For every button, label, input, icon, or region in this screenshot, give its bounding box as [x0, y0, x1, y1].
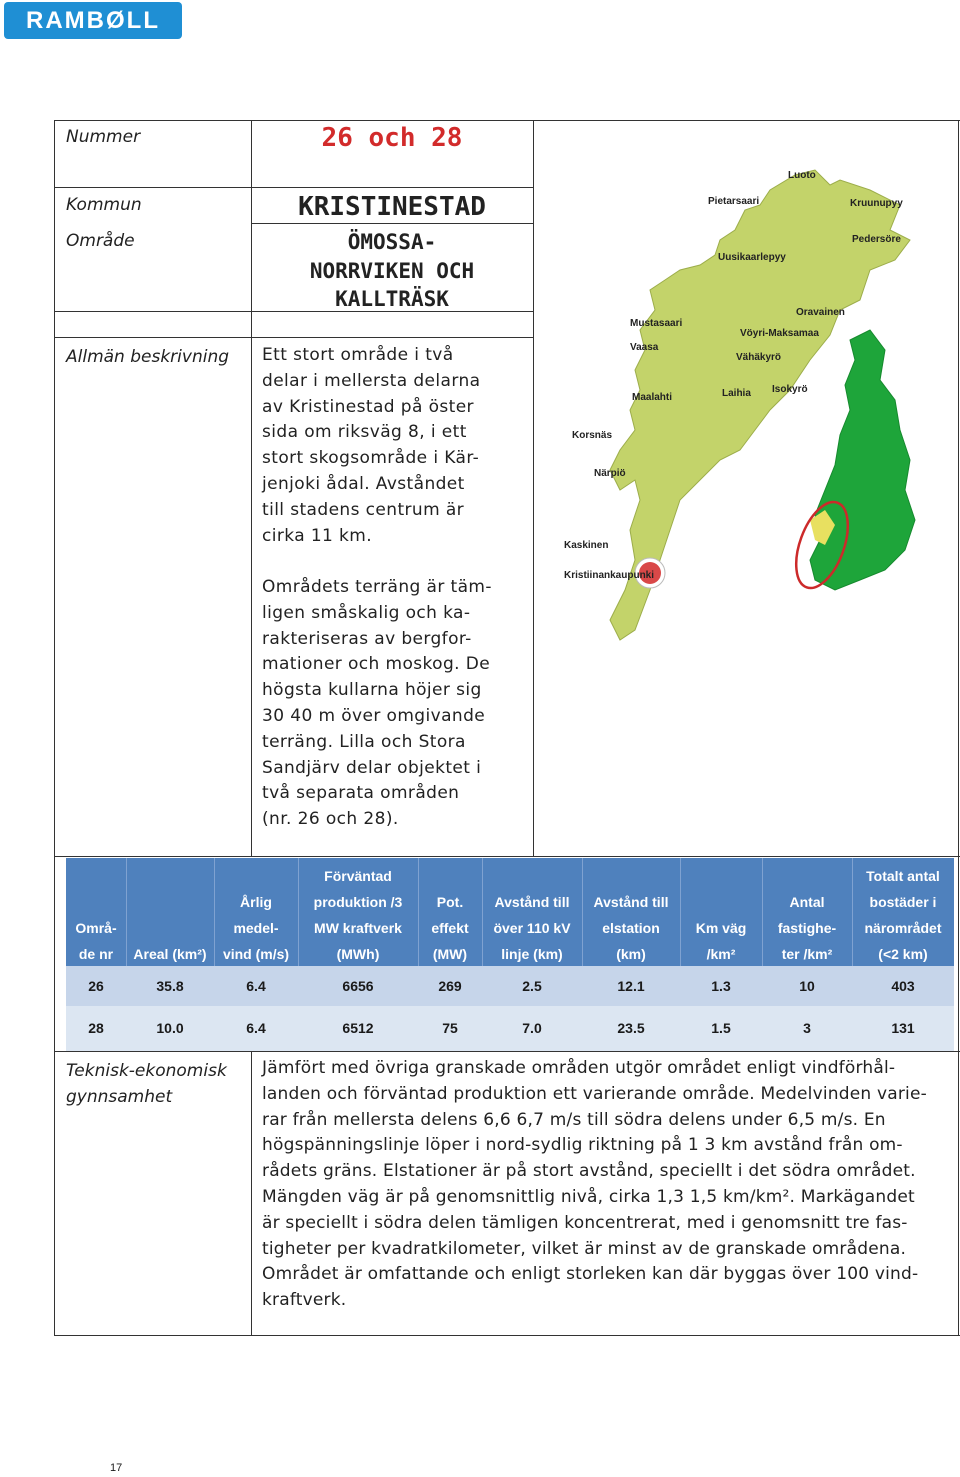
text-line: stort skogsområde i Kär- [262, 448, 480, 469]
omrade-line: KALLTRÄSK [335, 287, 449, 311]
map-place-label: Maalahti [632, 392, 673, 403]
table-cell: 131 [891, 1020, 915, 1036]
table-cell: 23.5 [617, 1020, 645, 1036]
table-cell: 26 [88, 978, 104, 994]
column-separator [126, 858, 127, 966]
text-line: rar från mellersta delens 6,6 6,7 m/s till södra delens under 6,5 m/s. En [262, 1109, 886, 1130]
map-place-label: Isokyrö [772, 384, 808, 395]
table-cell: 2.5 [522, 978, 542, 994]
text-line: Områdets terräng är täm- [262, 577, 492, 597]
frame-bottom [54, 1335, 960, 1336]
label-line: Teknisk-ekonomisk [66, 1061, 227, 1081]
map-place-label: Korsnäs [572, 430, 613, 441]
map-place-label: Kaskinen [564, 540, 609, 551]
table-cell: 1.3 [711, 978, 731, 994]
column-separator [214, 858, 215, 966]
table-header-cell: /km² [706, 946, 736, 962]
column-separator [762, 858, 763, 966]
table-header-cell: Areal (km²) [133, 946, 207, 962]
divider-teknisk-col [251, 1051, 252, 1336]
ramboll-logo: RAMBØLL [4, 2, 182, 39]
text-line: Sandjärv delar objektet i [262, 757, 482, 778]
table-cell: 1.5 [711, 1020, 731, 1036]
map-place-label: Pietarsaari [708, 196, 760, 207]
table-header-cell: Antal [789, 894, 825, 910]
table-cell: 269 [438, 978, 462, 994]
map-place-label: Mustasaari [630, 318, 683, 329]
table-header-cell: vind (m/s) [222, 946, 290, 962]
text-line: tigheter per kvadratkilometer, vilket är minst av de granskade områdena. [262, 1238, 907, 1259]
table-header-cell: Årlig [240, 894, 272, 910]
text-line: kraftverk. [262, 1290, 347, 1311]
text-line: (nr. 26 och 28). [262, 809, 399, 830]
text-line: Ett stort område i två [262, 345, 454, 365]
table-cell: 7.0 [522, 1020, 542, 1036]
table-header-cell: Km väg [695, 920, 747, 936]
table-header-cell: över 110 kV [493, 920, 571, 936]
text-line: av Kristinestad på öster [262, 396, 474, 417]
table-header-cell: Avstånd till [593, 894, 669, 910]
table-header-cell: Områ- [75, 920, 117, 936]
table-header-cell: medel- [233, 920, 279, 936]
text-line: jenjoki ådal. Avståndet [262, 473, 465, 494]
kommun-label: Kommun [66, 195, 142, 215]
column-separator [582, 858, 583, 966]
divider-map-col [533, 120, 534, 857]
divider-row-1 [54, 187, 534, 188]
text-line: delar i mellersta delarna [262, 370, 481, 391]
table-row [66, 966, 954, 1006]
table-cell: 10 [799, 978, 815, 994]
map-place-label: Oravainen [796, 307, 845, 318]
divider-table-top [54, 856, 960, 857]
column-separator [482, 858, 483, 966]
text-line: Området är omfattande och enligt storleken kan där byggas över 100 vind- [262, 1264, 919, 1285]
table-header-cell: närområdet [864, 920, 942, 936]
nummer-label: Nummer [66, 127, 141, 147]
allman-paragraph-2 [262, 575, 530, 833]
frame-left [54, 120, 55, 1336]
divider-table-bottom [54, 1051, 960, 1052]
text-line: högspänningslinje löper i nord-sydlig riktning på 1 3 km avstånd från om- [262, 1135, 903, 1156]
map-place-label: Pedersöre [852, 234, 901, 245]
table-header-cell: ter /km² [781, 946, 833, 962]
text-line: rakteriseras av bergfor- [262, 628, 472, 649]
table-cell: 35.8 [156, 978, 184, 994]
page-number: 17 [110, 1462, 123, 1474]
teknisk-label [66, 1058, 227, 1110]
table-header-cell: de nr [78, 946, 114, 962]
table-header-cell: bostäder i [869, 894, 937, 910]
frame-right [958, 120, 959, 1336]
table-cell: 6.4 [246, 978, 266, 994]
nummer-value: 26 och 28 [321, 123, 463, 153]
table-header [66, 858, 954, 966]
map-place-label: Uusikaarlepyy [718, 252, 786, 263]
omrade-line: NORRVIKEN OCH [309, 258, 475, 283]
text-line: högsta kullarna höjer sig [262, 680, 482, 701]
table-cell: 28 [88, 1020, 104, 1036]
text-line: 30 40 m över omgivande [262, 705, 486, 726]
omrade-line: ÖMOSSA- [347, 230, 437, 254]
table-header-cell: (km) [616, 946, 646, 962]
text-line: terräng. Lilla och Stora [262, 731, 466, 752]
table-header-cell: elstation [602, 920, 660, 936]
omrade-value [252, 228, 532, 314]
column-separator [298, 858, 299, 966]
table-cell: 10.0 [156, 1020, 184, 1036]
map-place-label: Närpiö [594, 468, 626, 479]
allman-paragraph-1 [262, 343, 530, 549]
kommun-value: KRISTINESTAD [298, 192, 486, 222]
divider-row-2 [251, 223, 534, 224]
text-line: till stadens centrum är [262, 499, 465, 520]
teknisk-text [262, 1056, 952, 1314]
map-place-label: Vaasa [630, 342, 659, 353]
table-header-cell: (<2 km) [878, 946, 928, 962]
text-line: sida om riksväg 8, i ett [262, 422, 467, 443]
map-place-label: Vöyri-Maksamaa [740, 328, 819, 339]
column-separator [680, 858, 681, 966]
table-cell: 75 [442, 1020, 458, 1036]
text-line: Mängden väg är på genomsnittlig nivå, cirka 1,3 1,5 km/km². Markägandet [262, 1186, 915, 1207]
table-header-cell: effekt [431, 920, 469, 936]
frame-top [54, 120, 960, 121]
map-place-label: Luoto [788, 170, 816, 181]
text-line: cirka 11 km. [262, 525, 373, 546]
table-header-cell: MW kraftverk [314, 920, 402, 936]
table-cell: 6656 [342, 978, 374, 994]
allman-label: Allmän beskrivning [66, 347, 230, 367]
text-line: mationer och moskog. De [262, 654, 491, 675]
table-header-cell: Totalt antal [866, 868, 940, 884]
text-line: rådets gräns. Elstationer är på stort avstånd, speciellt i det södra området. [262, 1161, 916, 1182]
finland-land [810, 330, 915, 590]
label-line: gynnsamhet [66, 1087, 173, 1107]
text-line: är speciellt i södra delen tämligen koncentrerat, med i genomsnitt tre fas- [262, 1212, 908, 1233]
text-line: ligen småskalig och ka- [262, 602, 471, 623]
text-line: landen och förväntad produktion ett varierande område. Medelvinden varie- [262, 1083, 927, 1104]
map-place-label: Kristiinankaupunki [564, 570, 655, 581]
divider-row-4 [54, 337, 534, 338]
text-line: Jämfört med övriga granskade områden utgör området enligt vindförhål- [262, 1058, 896, 1078]
table-header-cell: linje (km) [501, 946, 563, 962]
map-place-label: Kruunupyy [850, 198, 903, 209]
table-header-cell: Pot. [436, 894, 464, 910]
table-cell: 6512 [342, 1020, 374, 1036]
table-cell: 12.1 [617, 978, 645, 994]
table-header-cell: (MW) [432, 946, 468, 962]
map-place-label: Vähäkyrö [736, 352, 782, 363]
column-separator [418, 858, 419, 966]
omrade-label: Område [66, 231, 135, 251]
table-cell: 403 [891, 978, 915, 994]
table-row [66, 1006, 954, 1051]
table-header-cell: Avstånd till [494, 894, 570, 910]
table-cell: 3 [803, 1020, 811, 1036]
table-cell: 6.4 [246, 1020, 266, 1036]
table-header-cell: fastighe- [777, 920, 837, 936]
text-line: två separata områden [262, 783, 460, 804]
table-header-cell: (MWh) [336, 946, 380, 962]
map-place-label: Laihia [722, 388, 751, 399]
table-header-cell: Förväntad [324, 868, 392, 884]
table-header-cell: produktion /3 [313, 894, 403, 910]
region-map [540, 160, 955, 660]
column-separator [852, 858, 853, 966]
